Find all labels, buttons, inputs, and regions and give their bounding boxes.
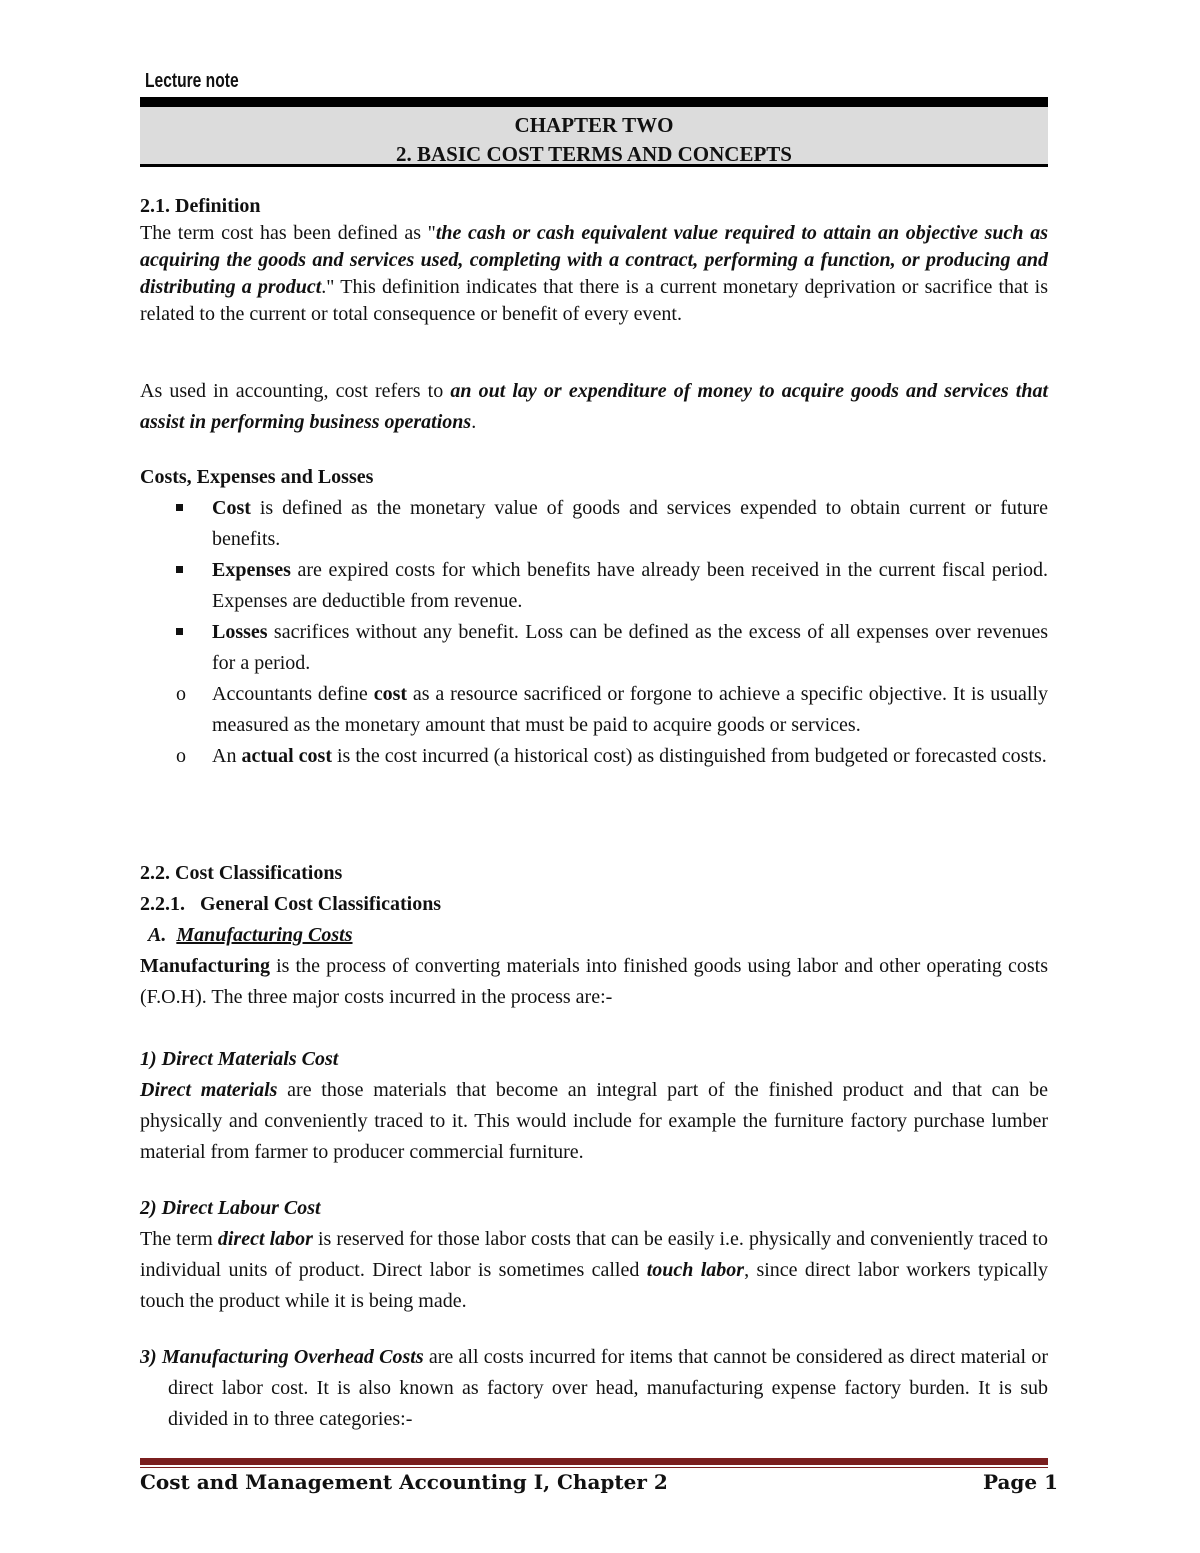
definition-paragraph: The term cost has been defined as "the cash or cash equivalent value required to attain an objective such as acquiring the goods and services used, completing with a contract, performing a function, or producing and distributing a product." This definition indicates that there is a current monetary deprivation or sacrifice that is related to the current or total consequence or benefit of every event. [140, 222, 1049, 325]
section-direct-labour [140, 1193, 1048, 1317]
list-item: o An actual cost is the cost incurred (a historical cost) as distinguished from budgeted or forecasted costs. [140, 741, 1048, 772]
direct-labour-paragraph: The term direct labor is reserved for those labor costs that can be easily i.e. physically and conveniently traced to individual units of product. Direct labor is sometimes called touch labor, since direct labor workers typically touch the product while it is being made. [140, 1228, 1048, 1312]
list-item: o Accountants define cost as a resource sacrificed or forgone to achieve a specific objective. It is usually measured as the monetary amount that must be paid to acquire goods or services. [140, 679, 1048, 741]
manufacturing-paragraph: Manufacturing is the process of converting materials into finished goods using labor and other operating costs (F.O.H). The three major costs incurred in the process are:- [140, 955, 1048, 1008]
overhead-paragraph: 3) Manufacturing Overhead Costs are all costs incurred for items that cannot be considered as direct material or direct labor cost. It is also known as factory over head, manufacturing expense factory burden. It is sub divided in to three categories:- [140, 1346, 1049, 1430]
list-item: Cost is defined as the monetary value of goods and services expended to obtain current or future benefits. [140, 493, 1048, 555]
circle-bullet-icon: o [176, 683, 186, 705]
square-bullet-icon [176, 504, 183, 511]
section-heading: 2.1. Definition [140, 195, 261, 217]
manufacturing-costs-heading: A. Manufacturing Costs [148, 924, 353, 946]
section-heading: Costs, Expenses and Losses [140, 466, 374, 488]
subsection-heading: 1) Direct Materials Cost [140, 1048, 339, 1070]
footer-rule [140, 1458, 1048, 1465]
chapter-number: CHAPTER TWO [514, 113, 674, 137]
page-footer [140, 1470, 1058, 1494]
section-manufacturing-overhead [140, 1342, 1048, 1435]
section-cost-classifications [140, 858, 1048, 1013]
definition-quote: the cash or cash equivalent value required to attain an objective such as acquiring the goods and services used, completing with a contract, performing a function, or producing and distributing a product [140, 222, 1048, 298]
direct-materials-paragraph: Direct materials are those materials that become an integral part of the finished product and that can be physically and conveniently traced to it. This would include for example the furniture factory purchase lumber material from farmer to producer commercial furniture. [140, 1079, 1048, 1163]
section-heading: 2.2. Cost Classifications [140, 862, 343, 884]
chapter-title: 2. BASIC COST TERMS AND CONCEPTS [396, 142, 792, 166]
footer-title: Cost and Management Accounting I, Chapter 2 [140, 1470, 668, 1494]
header-label: Lecture note [145, 70, 239, 92]
square-bullet-icon [176, 566, 183, 573]
circle-bullet-icon: o [176, 745, 186, 767]
list-item: Expenses are expired costs for which benefits have already been received in the current fiscal period. Expenses are deductible from revenue. [140, 555, 1048, 617]
subsection-heading: 2.2.1. General Cost Classifications [140, 893, 442, 915]
section-direct-materials [140, 1044, 1048, 1168]
accounting-cost-paragraph: As used in accounting, cost refers to an out lay or expenditure of money to acquire goods and services that assist in performing business operations. [140, 380, 1048, 433]
subsection-heading: 2) Direct Labour Cost [140, 1197, 321, 1219]
section-costs-expenses-losses [140, 462, 1048, 772]
section-definition [140, 193, 1048, 328]
page-number: Page 1 [982, 1470, 1058, 1494]
footer-rule-thin [140, 1467, 1048, 1468]
list-item: Losses sacrifices without any benefit. Loss can be defined as the excess of all expenses over revenues for a period. [140, 617, 1048, 679]
square-bullet-icon [176, 628, 183, 635]
chapter-title-box [140, 97, 1048, 167]
term-list [140, 493, 1048, 772]
